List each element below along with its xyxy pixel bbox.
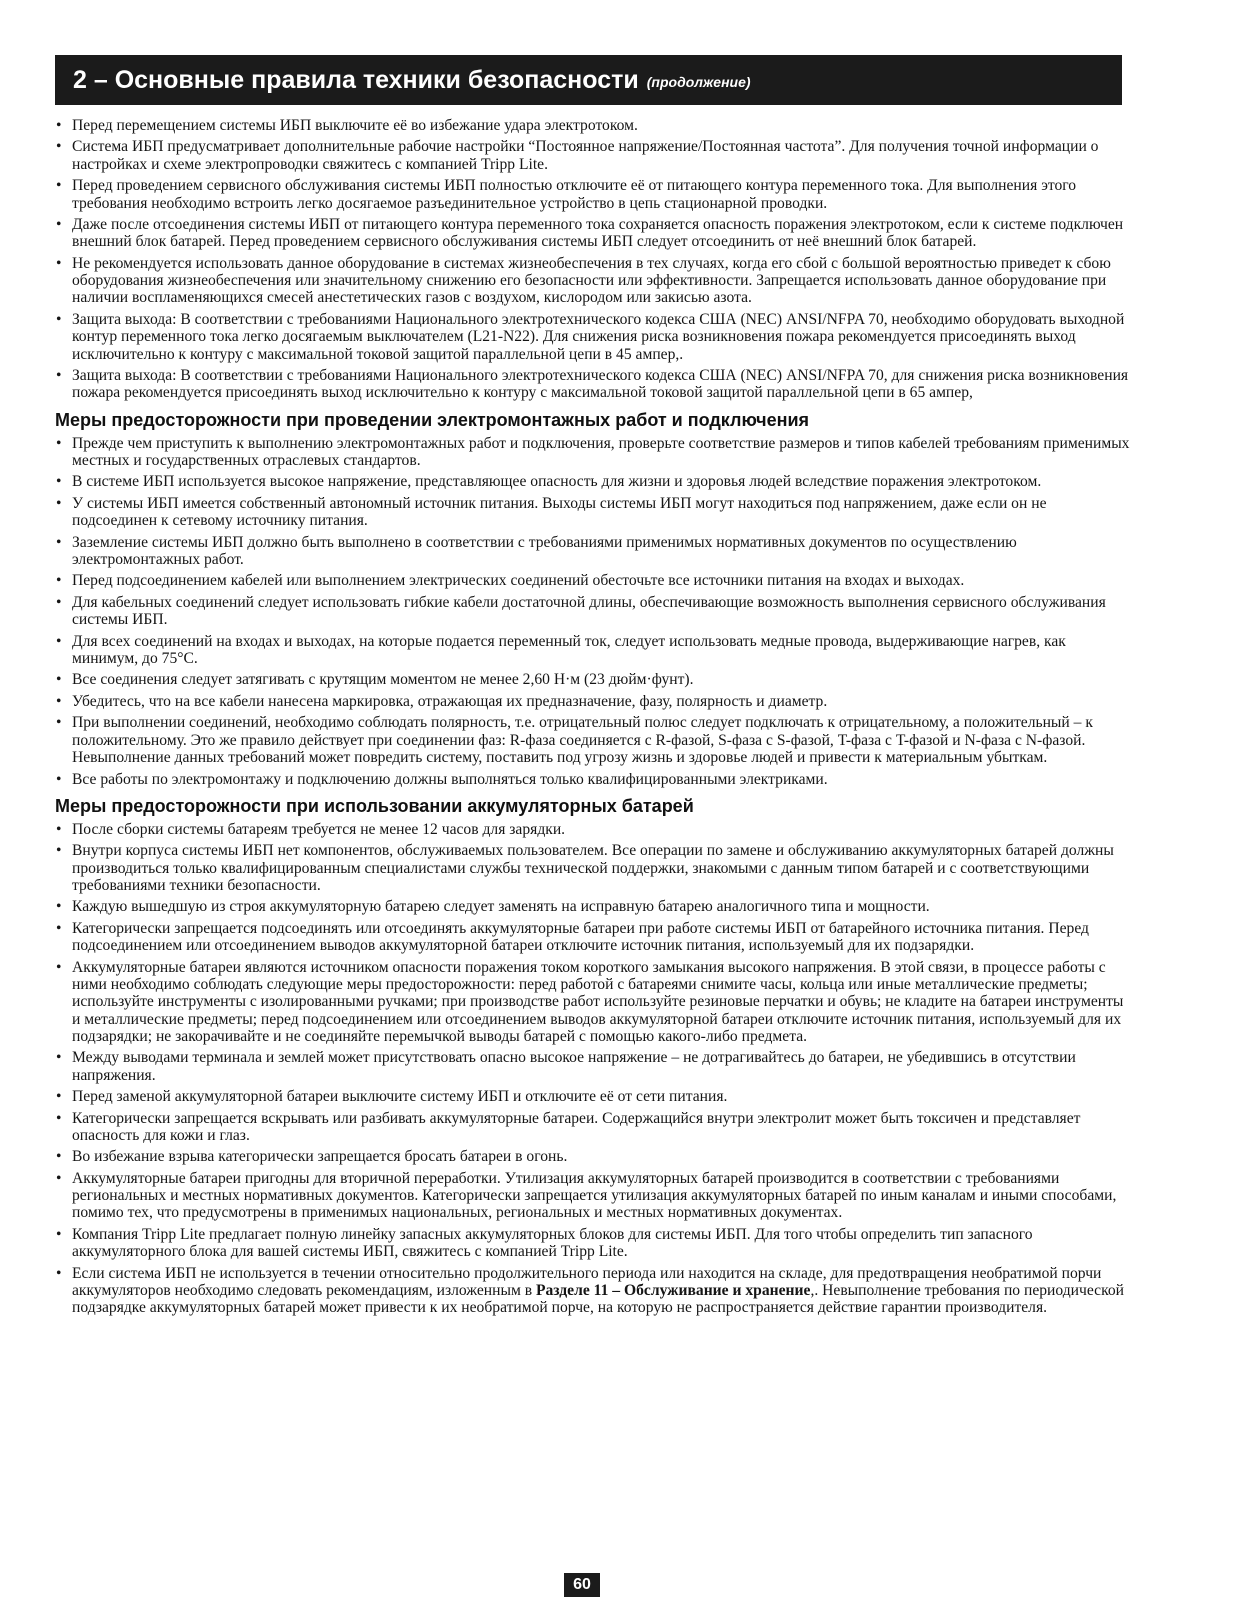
section-header [55,55,1122,105]
list-item: • Категорически запрещается вскрывать или разбивать аккумуляторные батареи. Содержащийся внутри электролит может быть токсичен и представляет опасность для кожи и глаз. [55,1110,1132,1145]
list-item: • Защита выхода: В соответствии с требованиями Национального электротехнического кодекса США (NEC) ANSI/NFPA 70, для снижения риска возникновения пожара рекомендуется присоединять выход исключительно к контуру с максимальной токовой защитой параллельной цепи в 65 ампер, [55,367,1132,402]
section-title: 2 – Основные правила техники безопасности [73,65,639,94]
battery-last-list [55,1265,1132,1317]
wiring-safety-list [55,435,1132,788]
page-number: 60 [564,1573,600,1597]
page-content [55,117,1132,1321]
storage-text-before: Если система ИБП не используется в течении относительно продолжительного периода или находится на складе, для предотвращения необратимой порчи аккумуляторов необходимо следовать рекомендациям, изложенным в [72,1264,1102,1299]
list-item: • Все соединения следует затягивать с крутящим моментом не менее 2,60 Н·м (23 дюйм·фунт). [55,671,1132,688]
list-item: • Прежде чем приступить к выполнению электромонтажных работ и подключения, проверьте соответствие размеров и типов кабелей требованиям применимых местных и государственных отраслевых стандартов. [55,435,1132,470]
list-item: • Для всех соединений на входах и выходах, на которые подается переменный ток, следует использовать медные провода, выдерживающие нагрев, как минимум, до 75°C. [55,633,1132,668]
list-item: • Перед проведением сервисного обслуживания системы ИБП полностью отключите её от питающего контура переменного тока. Для выполнения этого требования необходимо встроить легко досягаемое разъединительное устройство в цепь стационарной проводки. [55,177,1132,212]
list-item: • Заземление системы ИБП должно быть выполнено в соответствии с требованиями применимых нормативных документов по осуществлению электромонтажных работ. [55,534,1132,569]
list-item: • Между выводами терминала и землей может присутствовать опасно высокое напряжение – не дотрагивайтесь до батареи, не убедившись в отсутствии напряжения. [55,1049,1132,1084]
list-item: • Не рекомендуется использовать данное оборудование в системах жизнеобеспечения в тех случаях, когда его сбой с большой вероятностью приведет к сбою оборудования жизнеобеспечения или значительному снижению его безопасности или эффективности. Запрещается использовать данное оборудование при наличии воспламеняющихся смесей анестетических газов с воздухом, кислородом или закисью азота. [55,255,1132,307]
wiring-heading: Меры предосторожности при проведении электромонтажных работ и подключения [55,409,810,430]
section-11-reference: Разделе 11 – Обслуживание и хранение [535,1281,811,1299]
list-item-storage [55,1265,1132,1317]
general-safety-list [55,117,1132,402]
list-item: • Внутри корпуса системы ИБП нет компонентов, обслуживаемых пользователем. Все операции по замене и обслуживанию аккумуляторных батарей должны производиться только квалифицированным специалистами службы технической поддержки, знакомыми с данным типом батарей и с соответствующими требованиями техники безопасности. [55,842,1132,894]
list-item: • Компания Tripp Lite предлагает полную линейку запасных аккумуляторных блоков для системы ИБП. Для того чтобы определить тип запасного аккумуляторного блока для вашей системы ИБП, свяжитесь с компанией Tripp Lite. [55,1226,1132,1261]
list-item: • Даже после отсоединения системы ИБП от питающего контура переменного тока сохраняется опасность поражения электротоком, если к системе подключен внешний блок батарей. Перед проведением сервисного обслуживания системы ИБП следует отсоединить от неё внешний блок батарей. [55,216,1132,251]
storage-text-after: ,. Невыполнение требования по периодической подзарядке аккумуляторных батарей может привести к их необратимой порче, на которую не распространяется действие гарантии производителя. [72,1281,1125,1317]
list-item: • Во избежание взрыва категорически запрещается бросать батареи в огонь. [55,1148,1132,1165]
list-item: • У системы ИБП имеется собственный автономный источник питания. Выходы системы ИБП могут находиться под напряжением, даже если он не подсоединен к сетевому источнику питания. [55,495,1132,530]
list-item: • При выполнении соединений, необходимо соблюдать полярность, т.е. отрицательный полюс следует подключать к отрицательному, а положительный – к положительному. Это же правило действует при соединении фаз: R-фаза соединяется с R-фазой, S-фаза с S-фазой, T-фаза с T-фазой и N-фаза с N-фазой. Невыполнение данных требований может повредить систему, поставить под угрозу жизнь и здоровье людей и привести к материальным убыткам. [55,714,1132,766]
section-continued-label: (продолжение) [646,74,751,90]
list-item: • В системе ИБП используется высокое напряжение, представляющее опасность для жизни и здоровья людей вследствие поражения электротоком. [55,473,1132,490]
list-item: • Система ИБП предусматривает дополнительные рабочие настройки “Постоянное напряжение/Постоянная частота”. Для получения точной информации о настройках и схеме электропроводки свяжитесь с компанией Tripp Lite. [55,138,1132,173]
list-item: • Каждую вышедшую из строя аккумуляторную батарею следует заменять на исправную батарею аналогичного типа и мощности. [55,898,1132,915]
battery-safety-list [55,821,1132,1261]
list-item: • Перед заменой аккумуляторной батареи выключите систему ИБП и отключите её от сети питания. [55,1088,1132,1105]
list-item: • Защита выхода: В соответствии с требованиями Национального электротехнического кодекса США (NEC) ANSI/NFPA 70, необходимо оборудовать выходной контур переменного тока легко досягаемым выключателем (L21-N22). Для снижения риска возникновения пожара рекомендуется присоединять выход исключительно к контуру с максимальной токовой защитой параллельной цепи в 45 ампер,. [55,311,1132,363]
list-item: • Категорически запрещается подсоединять или отсоединять аккумуляторные батареи при работе системы ИБП от батарейного источника питания. Перед подсоединением или отсоединением выводов аккумуляторной батареи отключите источник питания, используемый для их подзарядки. [55,920,1132,955]
list-item: • После сборки системы батареям требуется не менее 12 часов для зарядки. [55,821,1132,838]
list-item: • Аккумуляторные батареи являются источником опасности поражения током короткого замыкания высокого напряжения. В этой связи, в процессе работы с ними необходимо соблюдать следующие меры предосторожности: перед работой с батареями снимите часы, кольца или иные металлические предметы; используйте инструменты с изолированными ручками; при производстве работ используйте резиновые перчатки и обувь; не кладите на батареи инструменты и металлические предметы; перед подсоединением или отсоединением выводов аккумуляторной батареи отключите источник питания, используемый для их подзарядки; не закорачивайте и не соединяйте перемычкой выводы батарей с помощью какого-либо предмета. [55,959,1132,1045]
list-item: • Все работы по электромонтажу и подключению должны выполняться только квалифицированными электриками. [55,771,1132,788]
list-item: • Для кабельных соединений следует использовать гибкие кабели достаточной длины, обеспечивающие возможность выполнения сервисного обслуживания системы ИБП. [55,594,1132,629]
list-item: • Перед подсоединением кабелей или выполнением электрических соединений обесточьте все источники питания на входах и выходах. [55,572,1132,589]
list-item: • Убедитесь, что на все кабели нанесена маркировка, отражающая их предназначение, фазу, полярность и диаметр. [55,693,1132,710]
battery-heading: Меры предосторожности при использовании аккумуляторных батарей [55,795,694,816]
list-item: • Аккумуляторные батареи пригодны для вторичной переработки. Утилизация аккумуляторных батарей производится в соответствии с требованиями региональных и местных нормативных документов. Категорически запрещается утилизация аккумуляторных батарей по иным каналам и иными способами, помимо тех, что предусмотрены в применимых национальных, региональных и местных нормативных документах. [55,1170,1132,1222]
list-item: • Перед перемещением системы ИБП выключите её во избежание удара электротоком. [55,117,1132,134]
